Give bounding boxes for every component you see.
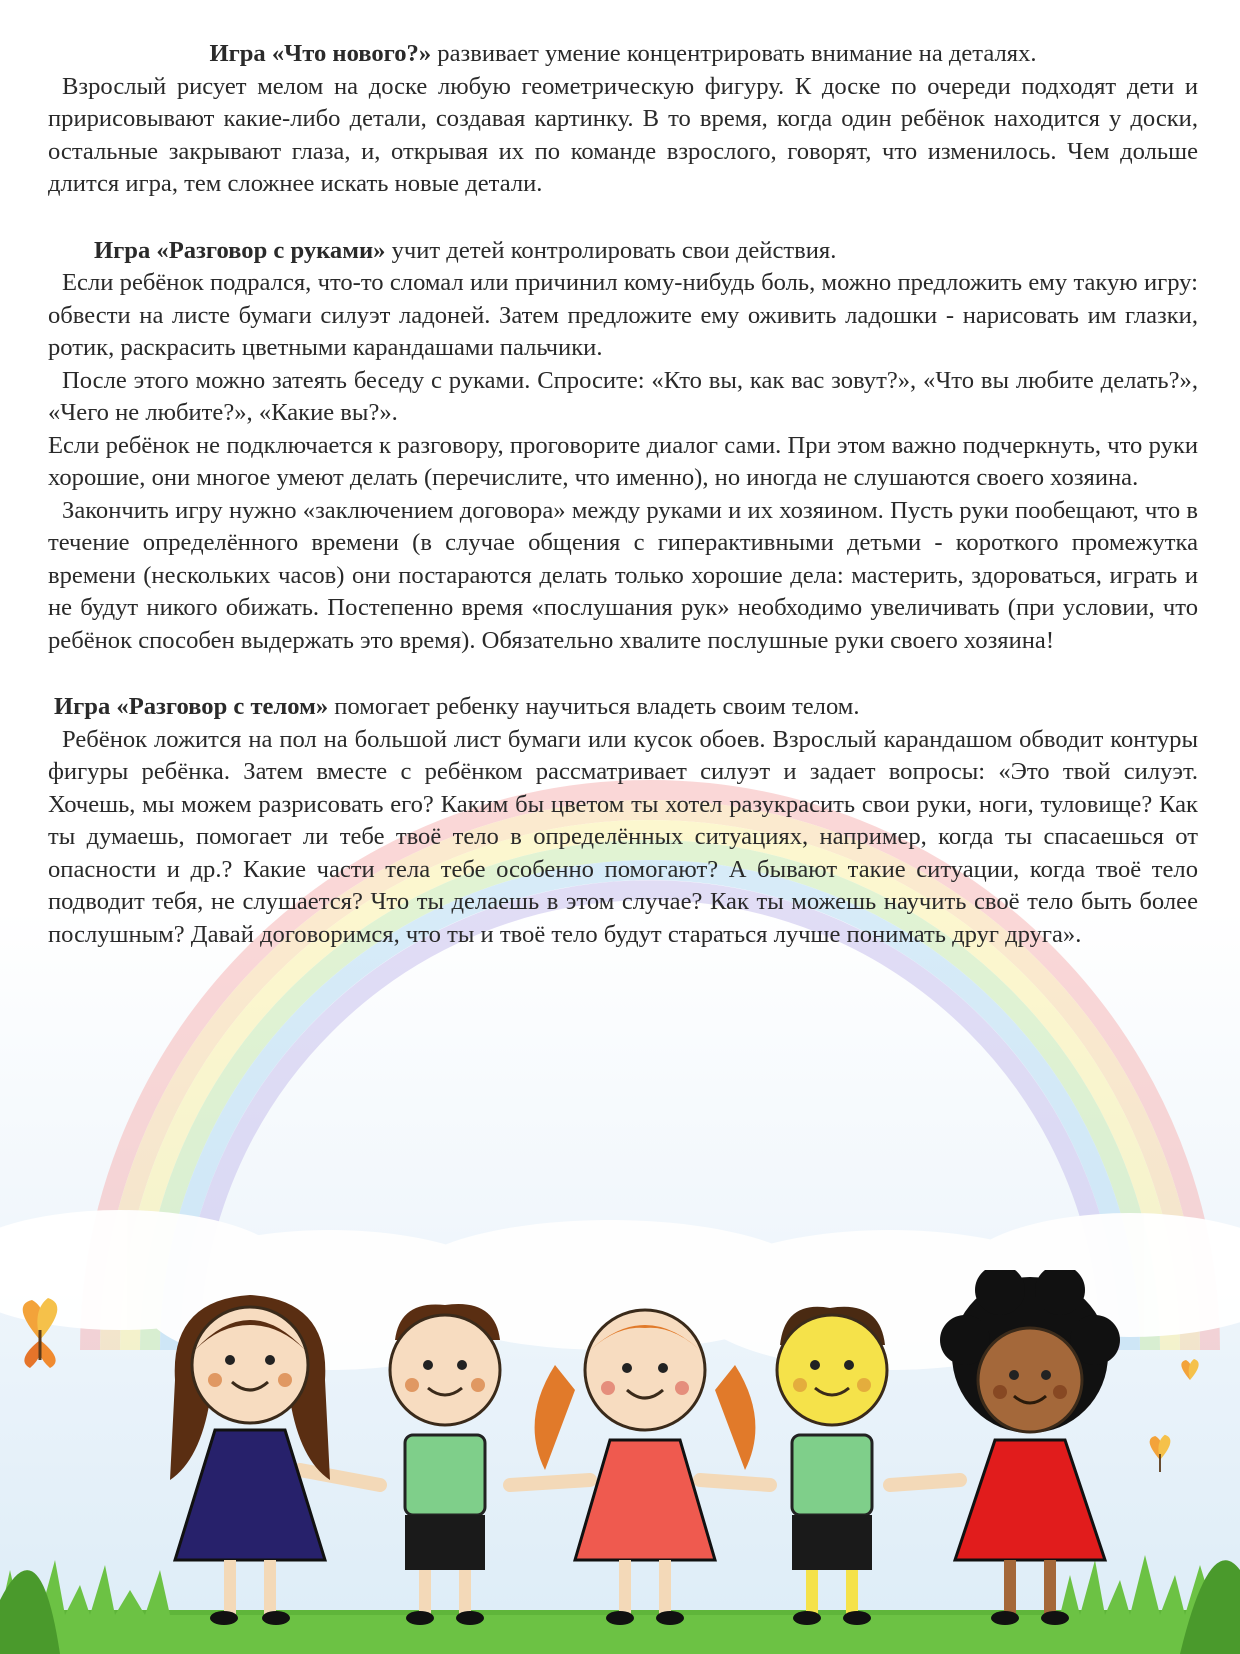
butterfly-icon xyxy=(1150,1435,1171,1472)
child-girl-pigtails xyxy=(535,1310,756,1625)
section-lead xyxy=(48,38,1198,71)
section-lead xyxy=(48,691,1198,724)
game-section-body xyxy=(48,691,1198,951)
section-paragraph: Если ребёнок подрался, что-то сломал или причинил кому-нибудь боль, можно предложить ему такую игру: обвести на листе бумаги силуэт ладоней. Затем предложите ему оживить ладошки - нарисовать им глазки, ротик, раскрасить цветными карандашами пальчики. xyxy=(48,269,1198,361)
child-boy-yellow xyxy=(777,1307,887,1625)
section-lead-text: развивает умение концентрировать внимание на деталях. xyxy=(431,40,1037,67)
child-girl-brown-hair xyxy=(170,1295,330,1625)
child-boy-green-shirt xyxy=(390,1304,500,1625)
section-lead xyxy=(48,235,1198,268)
section-paragraph: Взрослый рисует мелом на доске любую геометрическую фигуру. К доске по очереди подходят дети и пририсовывают какие-либо детали, создавая картинку. В то время, когда один ребёнок находится у доски, остальные закрывают глаза, и, открывая их по команде взрослого, говорят, что изменилось. Чем дольше длится игра, тем сложнее искать новые детали. xyxy=(48,72,1198,197)
section-paragraph: Закончить игру нужно «заключением договора» между руками и их хозяином. Пусть руки пообещают, что в течение определённого времени (в случае общения с гиперактивными детьми - короткого промежутка времени (нескольких часов) они постараются делать только хорошие дела: мастерить, здороваться, играть и не будут никого обижать. Постепенно время «послушания рук» необходимо увеличивать (при условии, что ребёнок способен выдержать это время). Обязательно хвалите послушные руки своего хозяина! xyxy=(48,496,1198,654)
section-title: Игра «Разговор с руками» xyxy=(94,236,386,264)
game-section-what-new xyxy=(48,38,1198,201)
section-lead-text: помогает ребенку научиться владеть своим телом. xyxy=(328,693,860,720)
article-content xyxy=(48,38,1198,951)
butterfly-icon xyxy=(1181,1359,1198,1380)
children-illustration xyxy=(0,1270,1240,1654)
butterfly-icon xyxy=(23,1298,58,1368)
section-title: Игра «Что нового?» xyxy=(209,40,432,67)
section-paragraph: Если ребёнок не подключается к разговору, проговорите диалог сами. При этом важно подчеркнуть, что руки хорошие, они многое умеют делать (перечислите, что именно), но иногда не слушаются своего хозяина. xyxy=(48,431,1198,491)
section-title: Игра «Разговор с телом» xyxy=(54,693,329,720)
section-paragraph: После этого можно затеять беседу с руками. Спросите: «Кто вы, как вас зовут?», «Что вы любите делать?», «Чего не любите?», «Какие вы?». xyxy=(48,366,1198,426)
game-section-hands xyxy=(48,235,1198,658)
section-lead-text: учит детей контролировать свои действия. xyxy=(385,236,837,264)
section-paragraph: Ребёнок ложится на пол на большой лист бумаги или кусок обоев. Взрослый карандашом обводит контуры фигуры ребёнка. Затем вместе с ребёнком рассматривает силуэт и задает вопросы: «Это твой силуэт. Хочешь, мы можем разрисовать его? Каким бы цветом ты хотел разукрасить свои руки, ноги, туловище? Как ты думаешь, помогает ли тебе твоё тело в определённых ситуациях, например, когда ты спасаешься от опасности и др.? Какие части тела тебе особенно помогают? А бывают такие ситуации, когда твоё тело подводит тебя, не слушается? Что ты делаешь в этом случае? Как ты можешь научить своё тело быть более послушным? Давай договоримся, что ты и твоё тело будут стараться лучше понимать друг друга». xyxy=(48,725,1198,948)
